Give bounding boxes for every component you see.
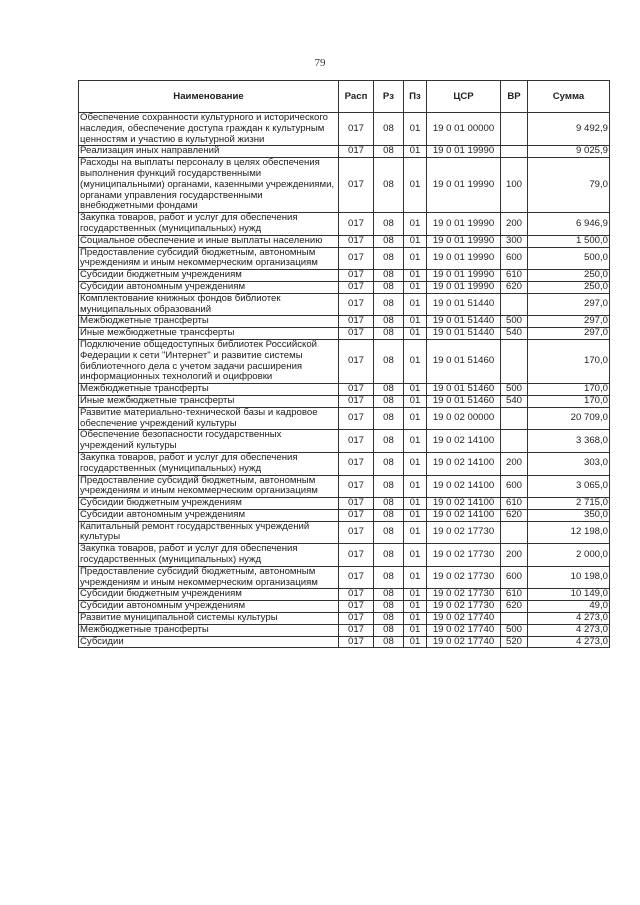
table-row [79,452,610,475]
cell-rasp: 017 [339,146,374,158]
table-row [79,544,610,567]
table-row [79,213,610,236]
cell-csr: 19 0 01 19990 [427,158,501,213]
cell-csr: 19 0 01 51460 [427,384,501,396]
table-row [79,395,610,407]
cell-vr: 540 [501,328,528,340]
cell-rz: 08 [374,281,404,293]
cell-vr [501,407,528,430]
cell-rz: 08 [374,235,404,247]
cell-rasp: 017 [339,339,374,383]
cell-csr: 19 0 01 51440 [427,316,501,328]
cell-rasp: 017 [339,521,374,544]
cell-pz: 01 [404,566,427,589]
cell-rasp: 017 [339,613,374,625]
cell-csr: 19 0 02 00000 [427,407,501,430]
cell-vr: 300 [501,235,528,247]
cell-vr: 600 [501,566,528,589]
cell-vr: 610 [501,589,528,601]
cell-vr: 610 [501,270,528,282]
cell-vr [501,293,528,316]
cell-name: Субсидии автономным учреждениям [79,509,339,521]
cell-vr [501,521,528,544]
cell-sum: 303,0 [528,452,610,475]
cell-sum: 49,0 [528,601,610,613]
cell-pz: 01 [404,146,427,158]
cell-rz: 08 [374,213,404,236]
cell-vr: 200 [501,544,528,567]
cell-sum: 2 000,0 [528,544,610,567]
cell-name: Субсидии автономным учреждениям [79,281,339,293]
table-header-row [79,81,610,113]
cell-csr: 19 0 02 14100 [427,498,501,510]
column-header-pz: Пз [404,81,427,113]
cell-pz: 01 [404,316,427,328]
table-row [79,566,610,589]
cell-vr: 610 [501,498,528,510]
cell-rz: 08 [374,158,404,213]
cell-pz: 01 [404,521,427,544]
page-number: 79 [314,57,326,69]
cell-csr: 19 0 02 17730 [427,521,501,544]
cell-sum: 12 198,0 [528,521,610,544]
cell-vr: 100 [501,158,528,213]
cell-name: Субсидии [79,636,339,648]
cell-name: Социальное обеспечение и иные выплаты населению [79,235,339,247]
cell-sum: 3 065,0 [528,475,610,498]
cell-rasp: 017 [339,158,374,213]
cell-vr: 620 [501,509,528,521]
cell-pz: 01 [404,452,427,475]
cell-vr: 500 [501,316,528,328]
cell-pz: 01 [404,281,427,293]
cell-pz: 01 [404,270,427,282]
cell-csr: 19 0 02 14100 [427,452,501,475]
cell-csr: 19 0 02 17740 [427,613,501,625]
cell-rasp: 017 [339,328,374,340]
table-body [79,113,610,648]
cell-name: Предоставление субсидий бюджетным, автономным учреждениям и иным некоммерческим организациям [79,475,339,498]
cell-name: Комплектование книжных фондов библиотек муниципальных образований [79,293,339,316]
cell-vr [501,113,528,146]
cell-name: Субсидии бюджетным учреждениям [79,498,339,510]
cell-vr: 600 [501,475,528,498]
cell-csr: 19 0 02 17730 [427,589,501,601]
cell-rz: 08 [374,566,404,589]
cell-csr: 19 0 01 51460 [427,339,501,383]
cell-sum: 250,0 [528,281,610,293]
cell-sum: 297,0 [528,328,610,340]
cell-csr: 19 0 02 17740 [427,636,501,648]
cell-pz: 01 [404,601,427,613]
cell-name: Реализация иных направлений [79,146,339,158]
cell-name: Обеспечение сохранности культурного и исторического наследия, обеспечение доступа граждан к культурным ценностям и участию в культурной жизни [79,113,339,146]
cell-vr [501,430,528,453]
cell-rasp: 017 [339,475,374,498]
cell-pz: 01 [404,395,427,407]
column-header-csr: ЦСР [427,81,501,113]
cell-name: Иные межбюджетные трансферты [79,328,339,340]
cell-rasp: 017 [339,247,374,270]
cell-vr: 620 [501,281,528,293]
cell-sum: 9 025,9 [528,146,610,158]
cell-pz: 01 [404,407,427,430]
cell-csr: 19 0 02 14100 [427,509,501,521]
cell-name: Субсидии бюджетным учреждениям [79,270,339,282]
table-row [79,146,610,158]
table-row [79,521,610,544]
cell-pz: 01 [404,293,427,316]
cell-rasp: 017 [339,281,374,293]
cell-rasp: 017 [339,316,374,328]
cell-csr: 19 0 01 19990 [427,247,501,270]
cell-name: Межбюджетные трансферты [79,624,339,636]
cell-name: Закупка товаров, работ и услуг для обеспечения государственных (муниципальных) нужд [79,544,339,567]
table-row [79,113,610,146]
cell-rz: 08 [374,589,404,601]
cell-rz: 08 [374,384,404,396]
cell-rasp: 017 [339,395,374,407]
cell-rz: 08 [374,452,404,475]
cell-vr: 540 [501,395,528,407]
table-row [79,509,610,521]
budget-table [78,80,610,648]
cell-name: Межбюджетные трансферты [79,316,339,328]
cell-sum: 79,0 [528,158,610,213]
cell-rz: 08 [374,293,404,316]
cell-rz: 08 [374,113,404,146]
cell-csr: 19 0 01 19990 [427,281,501,293]
cell-rasp: 017 [339,270,374,282]
cell-sum: 4 273,0 [528,613,610,625]
cell-csr: 19 0 01 19990 [427,146,501,158]
cell-name: Подключение общедоступных библиотек Российской Федерации к сети "Интернет" и развитие системы библиотечного дела с учетом задачи расширения информационных технологий и оцифровки [79,339,339,383]
cell-sum: 297,0 [528,293,610,316]
cell-name: Иные межбюджетные трансферты [79,395,339,407]
cell-pz: 01 [404,589,427,601]
table-row [79,339,610,383]
cell-rz: 08 [374,601,404,613]
table-row [79,601,610,613]
cell-rz: 08 [374,498,404,510]
cell-rz: 08 [374,509,404,521]
cell-rasp: 017 [339,235,374,247]
cell-sum: 297,0 [528,316,610,328]
cell-csr: 19 0 01 19990 [427,235,501,247]
cell-sum: 4 273,0 [528,624,610,636]
cell-csr: 19 0 01 51460 [427,395,501,407]
cell-rasp: 017 [339,566,374,589]
cell-rz: 08 [374,328,404,340]
cell-sum: 6 946,9 [528,213,610,236]
cell-rz: 08 [374,247,404,270]
column-header-vr: ВР [501,81,528,113]
cell-pz: 01 [404,636,427,648]
cell-pz: 01 [404,328,427,340]
cell-rasp: 017 [339,498,374,510]
cell-name: Капитальный ремонт государственных учреждений культуры [79,521,339,544]
cell-sum: 170,0 [528,395,610,407]
cell-rz: 08 [374,339,404,383]
cell-csr: 19 0 01 00000 [427,113,501,146]
cell-vr [501,339,528,383]
cell-rz: 08 [374,407,404,430]
cell-sum: 3 368,0 [528,430,610,453]
table-row [79,589,610,601]
column-header-rasp: Расп [339,81,374,113]
cell-sum: 9 492,9 [528,113,610,146]
cell-pz: 01 [404,113,427,146]
cell-vr: 620 [501,601,528,613]
cell-rasp: 017 [339,589,374,601]
table-row [79,407,610,430]
cell-rasp: 017 [339,407,374,430]
column-header-rz: Рз [374,81,404,113]
cell-pz: 01 [404,544,427,567]
cell-csr: 19 0 02 14100 [427,430,501,453]
cell-name: Закупка товаров, работ и услуг для обеспечения государственных (муниципальных) нужд [79,452,339,475]
cell-vr: 500 [501,384,528,396]
cell-name: Расходы на выплаты персоналу в целях обеспечения выполнения функций государственными (муниципальными) органами, казенными учреждениями, органами управления государственными внебюджетными фондами [79,158,339,213]
cell-rz: 08 [374,270,404,282]
cell-rz: 08 [374,316,404,328]
table-row [79,384,610,396]
table-row [79,613,610,625]
table-row [79,270,610,282]
cell-rasp: 017 [339,213,374,236]
cell-rasp: 017 [339,601,374,613]
table-row [79,475,610,498]
cell-pz: 01 [404,475,427,498]
cell-name: Предоставление субсидий бюджетным, автономным учреждениям и иным некоммерческим организациям [79,566,339,589]
cell-pz: 01 [404,498,427,510]
cell-rasp: 017 [339,430,374,453]
cell-vr: 500 [501,624,528,636]
table-row [79,430,610,453]
cell-csr: 19 0 01 51440 [427,293,501,316]
cell-sum: 10 149,0 [528,589,610,601]
cell-rz: 08 [374,475,404,498]
cell-pz: 01 [404,384,427,396]
cell-name: Закупка товаров, работ и услуг для обеспечения государственных (муниципальных) нужд [79,213,339,236]
table-row [79,328,610,340]
cell-pz: 01 [404,235,427,247]
cell-rasp: 017 [339,113,374,146]
cell-name: Предоставление субсидий бюджетным, автономным учреждениям и иным некоммерческим организациям [79,247,339,270]
cell-rz: 08 [374,613,404,625]
cell-sum: 1 500,0 [528,235,610,247]
cell-csr: 19 0 01 19990 [427,213,501,236]
cell-sum: 250,0 [528,270,610,282]
cell-rasp: 017 [339,636,374,648]
cell-csr: 19 0 02 17730 [427,601,501,613]
cell-rasp: 017 [339,624,374,636]
cell-rz: 08 [374,146,404,158]
cell-rasp: 017 [339,384,374,396]
cell-csr: 19 0 01 19990 [427,270,501,282]
cell-name: Межбюджетные трансферты [79,384,339,396]
cell-name: Субсидии бюджетным учреждениям [79,589,339,601]
cell-pz: 01 [404,339,427,383]
cell-vr: 600 [501,247,528,270]
cell-vr [501,613,528,625]
cell-csr: 19 0 02 14100 [427,475,501,498]
table-row [79,158,610,213]
cell-vr: 200 [501,452,528,475]
cell-csr: 19 0 02 17740 [427,624,501,636]
cell-csr: 19 0 02 17730 [427,566,501,589]
table-row [79,293,610,316]
table-row [79,247,610,270]
cell-sum: 20 709,0 [528,407,610,430]
table-row [79,316,610,328]
cell-sum: 2 715,0 [528,498,610,510]
table-row [79,235,610,247]
column-header-name: Наименование [79,81,339,113]
cell-pz: 01 [404,247,427,270]
cell-vr [501,146,528,158]
column-header-sum: Сумма [528,81,610,113]
cell-vr: 520 [501,636,528,648]
cell-name: Развитие муниципальной системы культуры [79,613,339,625]
cell-rasp: 017 [339,452,374,475]
cell-name: Субсидии автономным учреждениям [79,601,339,613]
cell-rz: 08 [374,544,404,567]
cell-csr: 19 0 01 51440 [427,328,501,340]
cell-sum: 170,0 [528,339,610,383]
cell-rz: 08 [374,636,404,648]
cell-pz: 01 [404,613,427,625]
cell-rz: 08 [374,395,404,407]
cell-rasp: 017 [339,293,374,316]
cell-sum: 10 198,0 [528,566,610,589]
cell-sum: 500,0 [528,247,610,270]
cell-rz: 08 [374,624,404,636]
cell-rasp: 017 [339,509,374,521]
cell-pz: 01 [404,624,427,636]
table-row [79,281,610,293]
cell-name: Обеспечение безопасности государственных учреждений культуры [79,430,339,453]
cell-rz: 08 [374,430,404,453]
cell-rasp: 017 [339,544,374,567]
cell-pz: 01 [404,430,427,453]
cell-pz: 01 [404,213,427,236]
table-row [79,498,610,510]
cell-csr: 19 0 02 17730 [427,544,501,567]
cell-rz: 08 [374,521,404,544]
cell-sum: 170,0 [528,384,610,396]
cell-pz: 01 [404,158,427,213]
cell-pz: 01 [404,509,427,521]
cell-vr: 200 [501,213,528,236]
table-row [79,636,610,648]
cell-sum: 350,0 [528,509,610,521]
cell-name: Развитие материально-технической базы и кадровое обеспечение учреждений культуры [79,407,339,430]
cell-sum: 4 273,0 [528,636,610,648]
table-row [79,624,610,636]
